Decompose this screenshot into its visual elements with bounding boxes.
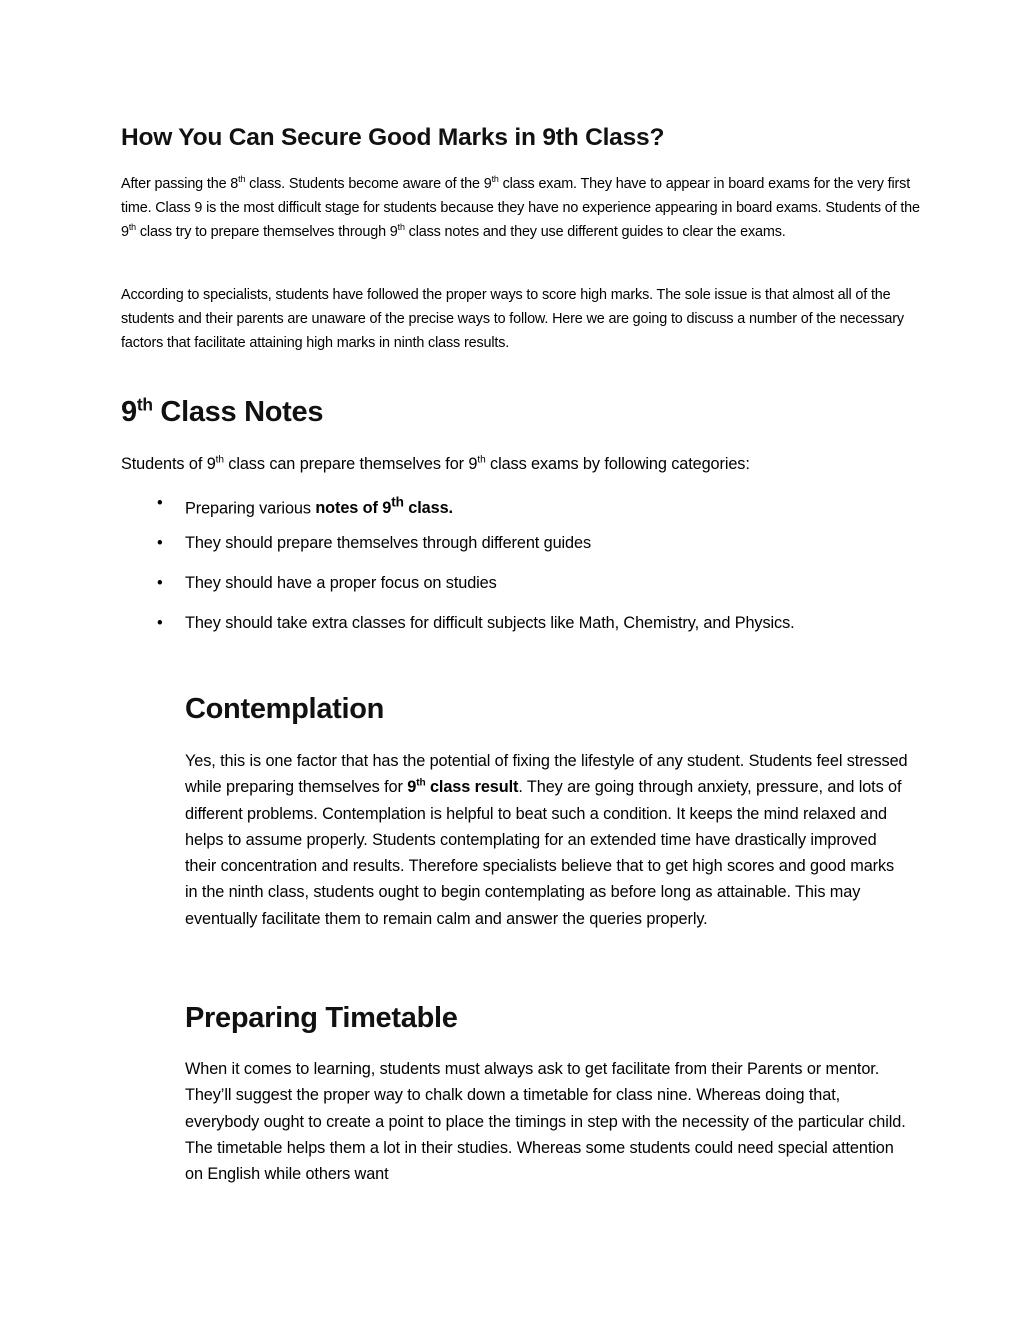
list-item-text: They should have a proper focus on studies: [185, 574, 497, 592]
list-item: [121, 571, 941, 611]
text-run: class can prepare themselves for 9: [223, 455, 478, 473]
list-item-text: They should take extra classes for difficult subjects like Math, Chemistry, and Physics.: [185, 614, 795, 632]
bullet-icon: •: [157, 494, 163, 512]
text-run: Yes, this is one factor that has the potential of fixing the lifestyle of any student. Students feel stressed while preparing themselves for: [185, 752, 908, 797]
section-heading-class-notes: [121, 396, 323, 429]
text-run: After passing the 8: [121, 176, 239, 192]
class-notes-intro: [121, 452, 750, 476]
bold-link-text: [407, 778, 518, 796]
text-run: class notes and they use different guides to clear the exams.: [404, 224, 786, 241]
superscript: th: [238, 174, 246, 185]
bold-link-text: [315, 495, 453, 518]
section-heading-preparing-timetable: Preparing Timetable: [185, 1002, 458, 1034]
text-run: class exam. They have to appear in board exams for the very first time. Class 9 is the most difficult stage for students because they have no experience appearing in board exams. Students of the 9: [121, 176, 920, 241]
superscript: th: [416, 777, 426, 789]
superscript: th: [215, 454, 224, 466]
text-run: Class Notes: [152, 396, 324, 428]
text-run: class result: [425, 778, 519, 797]
text-run: class exams by following categories:: [485, 455, 750, 473]
text-run: Preparing various: [185, 499, 316, 518]
text-run: 9: [121, 396, 137, 428]
list-item: [121, 531, 941, 571]
contemplation-paragraph: [185, 748, 909, 932]
superscript: th: [491, 174, 499, 185]
superscript: th: [136, 394, 153, 415]
bullet-icon: •: [157, 574, 163, 592]
list-item: [121, 491, 941, 531]
section-heading-contemplation: Contemplation: [185, 693, 385, 725]
superscript: th: [477, 454, 486, 466]
text-run: class try to prepare themselves through 9: [136, 224, 398, 241]
text-run: class. Students become aware of the 9: [245, 176, 492, 192]
superscript: th: [391, 495, 404, 510]
text-run: notes of 9: [315, 499, 392, 518]
list-item-text: They should prepare themselves through different guides: [185, 534, 592, 552]
superscript: th: [397, 222, 405, 233]
bullet-icon: •: [157, 614, 163, 632]
timetable-paragraph: When it comes to learning, students must always ask to get facilitate from their Parents or mentor. They’ll suggest the proper way to chalk down a timetable for class nine. Whereas doing that, everybody ought to create a point to place the timings in step with the necessity of the particular child. The timetable helps them a lot in their studies. Whereas some students could need special attention on English while others want: [185, 1060, 906, 1184]
list-item: [121, 611, 941, 651]
intro-paragraph-1: [121, 172, 921, 245]
text-run: 9: [407, 778, 417, 797]
text-run: Students of 9: [121, 455, 216, 473]
intro-paragraph-2: According to specialists, students have followed the proper ways to score high marks. The sole issue is that almost all of the students and their parents are unaware of the precise ways to follow. Here we are going to discuss a number of the necessary factors that facilitate attaining high marks in ninth class results.: [121, 287, 904, 352]
document-title: How You Can Secure Good Marks in 9th Class?: [121, 124, 665, 151]
list-item-text: [185, 491, 453, 520]
text-run: . They are going through anxiety, pressure, and lots of different problems. Contemplation is helpful to beat such a condition. It keeps the mind relaxed and helps to assume properly. Students contemplating for an extended time have drastically improved their concentration and results. Therefore specialists believe that to get high scores and good marks in the ninth class, students ought to begin contemplating as before long as attainable. This may eventually facilitate them to remain calm and answer the queries properly.: [185, 778, 902, 928]
text-run: class.: [403, 499, 453, 518]
superscript: th: [128, 222, 136, 233]
bullet-icon: •: [157, 534, 163, 552]
class-notes-list: [121, 491, 941, 651]
